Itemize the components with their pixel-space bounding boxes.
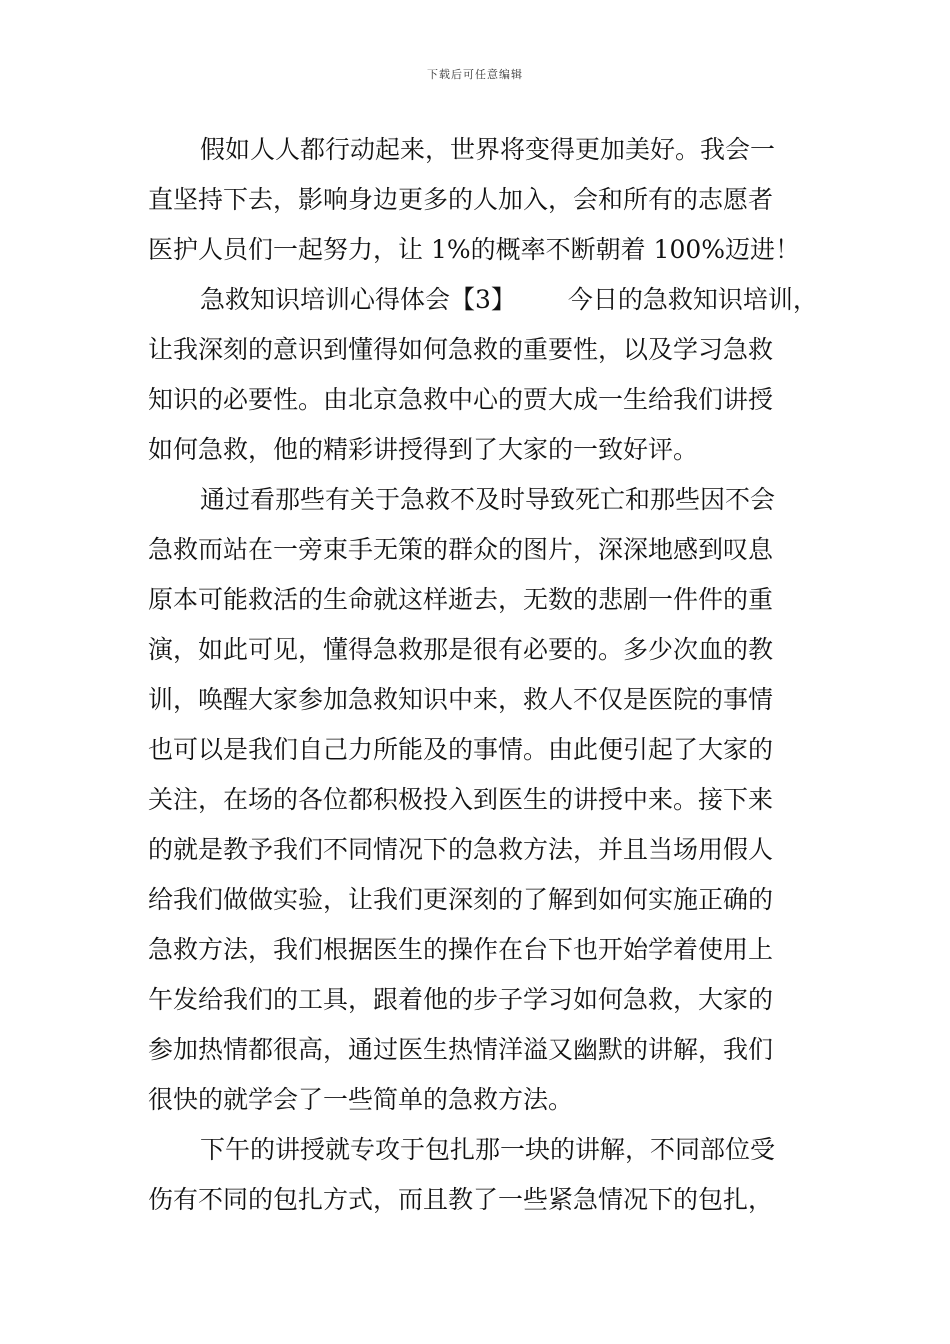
section-heading: 急救知识培训心得体会【3】 (200, 285, 516, 314)
paragraph-line: 原本可能救活的生命就这样逝去，无数的悲剧一件件的重 (148, 585, 774, 614)
section-heading-line (200, 282, 818, 318)
heading-tail-text: 今日的急救知识培训， (567, 285, 818, 314)
paragraph-line: 急救方法，我们根据医生的操作在台下也开始学着使用上 (148, 935, 774, 964)
paragraph-line: 医护人员们一起努力，让 1%的概率不断朝着 100%迈进！ (148, 235, 801, 264)
paragraph-line: 知识的必要性。由北京急救中心的贾大成一生给我们讲授 (148, 385, 774, 414)
paragraph-line: 的就是教予我们不同情况下的急救方法，并且当场用假人 (148, 835, 774, 864)
paragraph-line: 很快的就学会了一些简单的急救方法。 (148, 1085, 574, 1114)
paragraph-line: 训，唤醒大家参加急救知识中来，救人不仅是医院的事情 (148, 685, 774, 714)
paragraph-line: 演，如此可见，懂得急救那是很有必要的。多少次血的教 (148, 635, 774, 664)
header-note: 下载后可任意编辑 (427, 68, 523, 81)
paragraph-line: 下午的讲授就专攻于包扎那一块的讲解，不同部位受 (200, 1135, 776, 1164)
paragraph-line: 直坚持下去，影响身边更多的人加入，会和所有的志愿者 (148, 185, 774, 214)
paragraph-line: 伤有不同的包扎方式，而且教了一些紧急情况下的包扎， (148, 1185, 774, 1214)
paragraph-line: 也可以是我们自己力所能及的事情。由此便引起了大家的 (148, 735, 774, 764)
paragraph-line: 让我深刻的意识到懂得如何急救的重要性，以及学习急救 (148, 335, 774, 364)
paragraph-line: 如何急救，他的精彩讲授得到了大家的一致好评。 (148, 435, 699, 464)
paragraph-line: 关注，在场的各位都积极投入到医生的讲授中来。接下来 (148, 785, 774, 814)
paragraph-line: 给我们做做实验，让我们更深刻的了解到如何实施正确的 (148, 885, 774, 914)
paragraph-line: 假如人人都行动起来，世界将变得更加美好。我会一 (200, 135, 776, 164)
paragraph-line: 午发给我们的工具，跟着他的步子学习如何急救，大家的 (148, 985, 774, 1014)
paragraph-line: 急救而站在一旁束手无策的群众的图片，深深地感到叹息 (148, 535, 774, 564)
paragraph-line: 通过看那些有关于急救不及时导致死亡和那些因不会 (200, 485, 776, 514)
paragraph-line: 参加热情都很高，通过医生热情洋溢又幽默的讲解，我们 (148, 1035, 774, 1064)
